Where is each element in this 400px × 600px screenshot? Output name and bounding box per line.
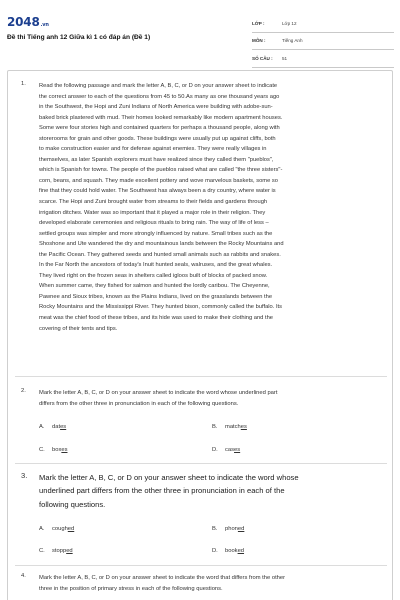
passage-line: scarce. The Hopi and Zuni brought water from streams to their fields and gardens through — [39, 199, 268, 206]
passage-line: storerooms for grain and other goods. These buildings were usually put up against cliffs, both — [39, 135, 276, 142]
meta-row-subject — [252, 33, 394, 51]
option-b[interactable] — [212, 424, 247, 430]
option-d[interactable] — [212, 447, 240, 453]
passage-line: Rocky Mountains and the Mississippi River. They hunted bison, commonly called the buffalo. Its — [39, 304, 283, 311]
meta-key: LỚP : — [252, 20, 265, 26]
logo-suffix: .vn — [40, 22, 49, 28]
prompt-line: three in the position of primary stress in each of the following questions. — [39, 585, 223, 592]
option-letter: A. — [39, 424, 45, 430]
option-letter: D. — [212, 447, 218, 453]
underlined-part: ed — [67, 526, 75, 532]
passage-line: In the Far North the ancestors of today's Inuit hunted seals, walruses, and the great whales. — [39, 262, 273, 269]
document-meta — [252, 15, 394, 68]
passage-line: which is Spanish for towns. The people of the pueblos raised what are called "the three sisters"- — [39, 167, 283, 174]
question-1 — [21, 81, 383, 334]
prompt-line: differs from the other three in pronunciation in each of the following questions. — [39, 400, 239, 407]
passage-line: the Pacific Ocean. They gathered seeds and hunted small animals such as rabbits and snakes. — [39, 251, 281, 258]
question-prompt — [39, 573, 383, 594]
underlined-part: es — [61, 447, 68, 453]
underlined-part: ed — [66, 548, 73, 554]
meta-value: Tiếng Anh — [282, 38, 303, 44]
passage-line: Pawnee and Sioux tribes, known as the Plains Indians, lived on the grasslands between the — [39, 293, 273, 300]
option-word: cough — [52, 526, 68, 532]
passage-line: to make construction easier and for defense against enemies. They were really villages in — [39, 146, 267, 153]
meta-key: MÔN : — [252, 38, 266, 44]
question-number: 4. — [21, 573, 26, 579]
question-4 — [21, 573, 383, 594]
passage-line: fine that they could hold water. The Southwest has always been a dry country, where water is — [39, 188, 276, 195]
passage-line: developed elaborate ceremonies and religious rituals to bring rain. The way of life of less – — [39, 220, 269, 227]
passage-text — [39, 81, 383, 334]
passage-line: baked brick plastered with mud. Their homes looked remarkably like modern apartment houses. — [39, 114, 283, 121]
option-word: book — [225, 548, 238, 554]
option-word: dat — [52, 424, 61, 430]
site-logo[interactable] — [7, 15, 49, 29]
option-letter: A. — [39, 526, 45, 532]
meta-value: Lớp 12 — [282, 20, 297, 26]
question-number: 1. — [21, 81, 26, 87]
question-prompt — [39, 388, 383, 409]
logo-text: 2048 — [7, 15, 40, 29]
question-divider — [15, 376, 387, 377]
passage-line: covering of their tents and tips. — [39, 325, 118, 332]
passage-line: settled groups was simpler and more strongly influenced by nature. Small tribes such as the — [39, 230, 273, 237]
meta-row-class — [252, 15, 394, 33]
underlined-part: ed — [237, 548, 245, 554]
question-divider — [15, 565, 387, 566]
passage-line: Shoshone and Ute wandered the dry and mountainous lands between the Rocky Mountains and — [39, 241, 284, 248]
passage-line: in the Southwest, the Hopi and Zuni Indians of North America were building with adobe-sun- — [39, 104, 273, 111]
question-number: 2. — [21, 388, 26, 394]
meta-key: SỐ CÂU : — [252, 55, 273, 61]
passage-line: They lived right on the frozen seas in shelters called igloos built of blocks of packed snow. — [39, 272, 268, 279]
option-d[interactable] — [212, 548, 244, 554]
option-word: cas — [225, 447, 235, 453]
passage-line: Some were four stories high and contained quarters for perhaps a thousand people, along with — [39, 125, 280, 132]
option-letter: D. — [212, 548, 218, 554]
option-c[interactable] — [39, 548, 73, 554]
passage-line: irrigation ditches. Water was so important that it played a major role in their religion. They — [39, 209, 266, 216]
question-prompt — [39, 471, 383, 511]
option-a[interactable] — [39, 424, 66, 430]
passage-line: When summer came, they fished for salmon and hunted the lordly caribou. The Cheyenne, — [39, 283, 270, 290]
question-number: 3. — [21, 471, 28, 480]
underlined-part: es — [60, 424, 67, 430]
passage-line: the correct answer to each of the questions from 45 to 50.As many as one thousand years ago — [39, 93, 280, 100]
option-a[interactable] — [39, 526, 74, 532]
option-letter: C. — [39, 548, 45, 554]
option-word: stopp — [52, 548, 67, 554]
option-b[interactable] — [212, 526, 244, 532]
option-letter: B. — [212, 424, 218, 430]
prompt-line: underlined part differs from the other three in pronunciation in each of the — [39, 486, 285, 496]
meta-row-question-count — [252, 50, 394, 68]
prompt-line: Mark the letter A, B, C, or D on your answer sheet to indicate the word whose — [39, 473, 299, 482]
meta-value: 51 — [282, 55, 288, 61]
option-word: match — [225, 424, 241, 430]
prompt-line: Mark the letter A, B, C, or D on your answer sheet to indicate the word that differs from the other — [39, 575, 286, 581]
prompt-line: following questions. — [39, 499, 106, 509]
passage-line: meat was the chief food of these tribes, and its hide was used to make their clothing and the — [39, 315, 273, 322]
underlined-part: es — [234, 447, 241, 453]
option-letter: C. — [39, 447, 45, 453]
underlined-part: ed — [237, 526, 245, 532]
question-divider — [15, 463, 387, 464]
question-3 — [21, 471, 383, 511]
option-word: box — [52, 447, 62, 453]
question-2 — [21, 388, 383, 409]
option-c[interactable] — [39, 447, 67, 453]
prompt-line: Mark the letter A, B, C, or D on your answer sheet to indicate the word whose underlined part — [39, 390, 278, 396]
page-header — [0, 0, 400, 74]
option-word: phon — [225, 526, 238, 532]
option-letter: B. — [212, 526, 218, 532]
underlined-part: es — [240, 424, 247, 430]
question-card — [7, 70, 393, 600]
passage-line: themselves, as later Spanish explorers must have realized since they called them "pueblos", — [39, 156, 274, 163]
passage-line: Read the following passage and mark the letter A, B, C, or D on your answer sheet to indicate — [39, 83, 278, 89]
document-title: Đề thi Tiếng anh 12 Giữa kì 1 có đáp án (Đề 1) — [7, 34, 151, 41]
passage-line: corn, beans, and squash. They made excellent pottery and wove marvelous baskets, some so — [39, 177, 278, 184]
